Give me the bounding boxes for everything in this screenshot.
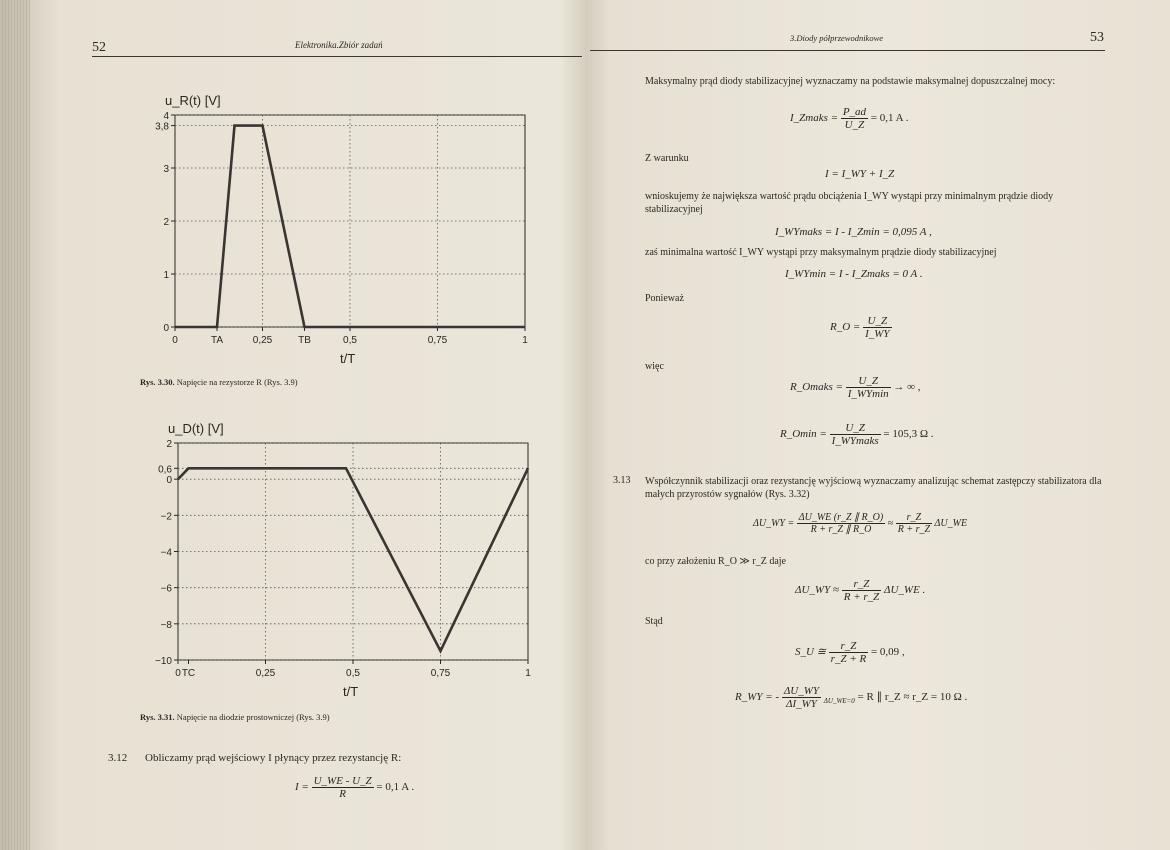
problem-number: 3.13	[613, 475, 631, 486]
x-tick-label: 0,5	[343, 335, 357, 346]
equation-1	[790, 106, 908, 131]
y-tick-label: −10	[155, 656, 172, 667]
eq10-lhs: S_U ≅	[795, 646, 826, 659]
equation-11	[735, 685, 967, 710]
eq7-lhs: R_Omin =	[780, 428, 827, 441]
y-tick-label: 4	[163, 111, 169, 122]
x-axis-label: t/T	[343, 684, 359, 699]
x-tick-label: 0,5	[346, 668, 360, 679]
eq5-den: I_WY	[865, 328, 890, 340]
x-tick-label: 0,25	[255, 668, 276, 679]
y-tick-label: 1	[163, 270, 169, 281]
paragraph-1: Maksymalny prąd diody stabilizacyjnej wyznaczamy na podstawie maksymalnej dopuszczalnej mocy:	[645, 76, 1056, 87]
equation-4: I_WYmin = I - I_Zmaks = 0 A .	[785, 268, 923, 280]
page-number: 52	[92, 40, 106, 55]
x-tick-label: TB	[298, 335, 311, 346]
equation-9	[795, 578, 925, 603]
page-number: 53	[1090, 30, 1104, 45]
equation-10	[795, 640, 905, 665]
x-tick-label: 1	[525, 668, 531, 679]
eq8-den2: R + r_Z	[897, 524, 931, 535]
equation-8	[753, 512, 967, 535]
problem-text: Obliczamy prąd wejściowy I płynący przez rezystancję R:	[145, 752, 402, 764]
x-axis-label: t/T	[340, 351, 356, 366]
running-header: 3.Diody półprzewodnikowe	[790, 33, 884, 43]
eq8-den: R + r_Z ∥ R_O	[810, 524, 872, 535]
eq11-den: ΔI_WY	[785, 698, 817, 710]
eq5-lhs: R_O =	[830, 321, 861, 334]
paragraph-6: więc	[645, 361, 664, 372]
eq11-lhs: R_WY = -	[735, 691, 780, 704]
eq9-rhs: ΔU_WE .	[884, 584, 926, 597]
eq6-rhs: → ∞ ,	[893, 381, 921, 394]
equation-7	[780, 422, 934, 447]
eq5-num: U_Z	[863, 315, 891, 328]
eq10-num: r_Z	[829, 640, 869, 653]
eq6-den: I_WYmin	[847, 388, 889, 400]
x-tick-label: TA	[210, 335, 224, 346]
y-tick-label: −8	[160, 619, 172, 631]
eq11-num: ΔU_WY	[783, 685, 820, 697]
chart-ur	[140, 90, 540, 370]
paragraph-3: wnioskujemy że największa wartość prądu obciążenia I_WY wystąpi przy minimalnym prądzie diody stabilizacyjnej	[645, 191, 1054, 215]
equation-2: I = I_WY + I_Z	[825, 168, 895, 180]
eq-num: U_WE - U_Z	[313, 775, 372, 787]
eq1-rhs: = 0,1 A .	[870, 112, 909, 125]
figure1-caption-text: Napięcie na rezystorze R (Rys. 3.9)	[176, 377, 298, 387]
eq11-rhs: = R ∥ r_Z ≈ r_Z = 10 Ω .	[857, 691, 968, 704]
eq7-num: U_Z	[830, 422, 881, 435]
x-tick-label: 0	[172, 335, 178, 346]
y-axis-label: u_D(t) [V]	[168, 421, 224, 436]
eq11-sub: ΔU_WE=0	[823, 697, 855, 706]
eq-rhs: = 0,1 A .	[376, 781, 415, 794]
problem-number: 3.12	[108, 752, 128, 764]
eq9-den: R + r_Z	[843, 591, 880, 603]
eq8-mid: ≈	[887, 517, 894, 529]
eq8-lhs: ΔU_WY =	[753, 517, 795, 529]
eq10-den: r_Z + R	[830, 653, 867, 665]
eq-den: R	[339, 788, 346, 800]
y-tick-label: 3	[163, 164, 169, 175]
y-axis-label: u_R(t) [V]	[165, 93, 221, 108]
equation-5	[830, 315, 892, 340]
x-tick-label: 0	[175, 668, 181, 679]
figure1-caption-label: Rys. 3.30.	[140, 377, 175, 387]
x-tick-label: 0,75	[427, 335, 448, 346]
x-tick-label: 1	[522, 335, 528, 346]
eq8-num: ΔU_WE (r_Z ∥ R_O)	[798, 512, 884, 523]
header-rule	[590, 50, 1105, 51]
eq1-den: U_Z	[844, 119, 865, 131]
eq10-rhs: = 0,09 ,	[870, 646, 905, 659]
problem-text: Współczynnik stabilizacji oraz rezystancję wyjściową wyznaczamy analizując schemat zastępczy stabilizatora dla małych przyrostów sygnałów (Rys. 3.32)	[645, 476, 1102, 500]
paragraph-7: co przy założeniu R_O ≫ r_Z daje	[645, 556, 786, 567]
eq8-rhs: ΔU_WE	[934, 517, 968, 529]
figure2-caption-text: Napięcie na diodzie prostowniczej (Rys. 3.9)	[176, 712, 330, 722]
equation-i	[295, 775, 414, 800]
y-tick-label: 0	[166, 475, 172, 487]
y-tick-label: 0,6	[158, 464, 172, 476]
header-rule	[92, 56, 582, 57]
y-tick-label: −4	[160, 547, 172, 559]
y-tick-label: 2	[166, 439, 172, 450]
paragraph-8: Stąd	[645, 616, 663, 627]
figure2-caption-label: Rys. 3.31.	[140, 712, 175, 722]
eq8-num2: r_Z	[896, 512, 932, 524]
paragraph-2: Z warunku	[645, 153, 689, 164]
x-tick-label: 0,25	[252, 335, 273, 346]
paragraph-4: zaś minimalna wartość I_WY wystąpi przy maksymalnym prądzie diody stabilizacyjnej	[645, 247, 997, 258]
eq1-num: P_ad	[842, 106, 867, 118]
y-tick-label: −6	[160, 583, 172, 595]
chart-ud	[140, 415, 540, 705]
x-tick-label: TC	[181, 668, 196, 679]
eq1-lhs: I_Zmaks =	[790, 112, 839, 125]
y-tick-label: 0	[163, 323, 169, 334]
eq7-rhs: = 105,3 Ω .	[883, 428, 934, 441]
x-tick-label: 0,75	[430, 668, 451, 679]
eq-lhs: I =	[295, 781, 309, 794]
y-tick-label: −2	[160, 511, 172, 523]
y-tick-label: 3,8	[155, 121, 169, 133]
page-edge	[0, 0, 30, 850]
eq6-num: U_Z	[846, 375, 891, 388]
eq6-lhs: R_Omaks =	[790, 381, 843, 394]
figure2-caption	[140, 712, 330, 722]
figure1-caption	[140, 377, 298, 387]
eq9-lhs: ΔU_WY ≈	[795, 584, 839, 597]
equation-6	[790, 375, 921, 400]
running-header: Elektronika.Zbiór zadań	[295, 40, 383, 50]
eq9-num: r_Z	[842, 578, 882, 591]
eq7-den: I_WYmaks	[831, 435, 879, 447]
paragraph-5: Ponieważ	[645, 293, 684, 304]
right-page	[585, 0, 1170, 850]
equation-3: I_WYmaks = I - I_Zmin = 0,095 A ,	[775, 226, 932, 238]
y-tick-label: 2	[163, 217, 169, 228]
